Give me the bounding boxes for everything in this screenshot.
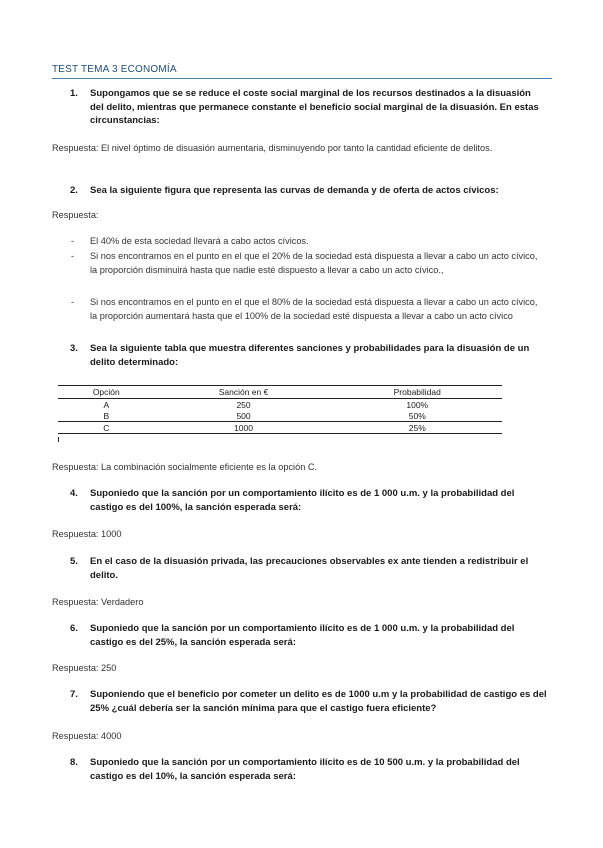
question-4 [52,487,547,514]
table-cell: B [103,410,110,421]
column-header: Probabilidad [333,386,503,399]
list-item-text: Si nos encontramos en el punto en el que el 20% de la sociedad está dispuesta a llevar a cabo un acto cívico, la proporción disminuirá hasta que nadie esté dispuesto a llevar a cabo un acto cívico., [90,251,538,275]
question-number: 3. [70,343,78,354]
question-number: 4. [70,488,78,499]
table-cell: 50% [408,410,426,421]
page-title: TEST TEMA 3 ECONOMÍA [52,64,552,79]
answer-3: Respuesta: La combinación socialmente eficiente es la opción C. [52,462,318,472]
list-item [52,250,547,277]
question-1 [52,87,547,128]
question-3 [52,342,547,369]
table-row [58,410,502,422]
column-header: Sanción en € [155,386,333,399]
question-5 [52,555,547,582]
question-number: 5. [70,556,78,567]
table-cell: 250 [236,399,251,410]
question-8 [52,756,547,783]
answer-2: Respuesta: [52,210,99,220]
list-item [52,296,547,323]
question-text: Suponiendo que el beneficio por cometer un delito es de 1000 u.m y la probabilidad de castigo es del 25% ¿cuál debería ser la sanción mínima para que el castigo fuera eficiente? [90,689,547,714]
table-cell: 25% [333,422,503,434]
list-item-text: Si nos encontramos en el punto en el que el 80% de la sociedad está dispuesta a llevar a cabo un acto cívico, la proporción aumentará hasta que el 100% de la sociedad esté dispuesta a llevar a cabo un acto cívico [90,297,538,321]
question-text: Suponiedo que la sanción por un comportamiento ilícito es de 1 000 u.m. y la probabilidad del castigo es del 100%, la sanción esperada será: [90,488,515,513]
table-row [58,399,502,411]
question-2 [52,184,547,198]
answer-1: Respuesta: El nivel óptimo de disuasión aumentaria, disminuyendo por tanto la cantidad eficiente de delitos. [52,143,493,153]
question-text: Supongamos que se se reduce el coste social marginal de los recursos destinados a la disuasión del delito, mientras que permanece constante el beneficio social marginal de la disuasión. En estas circunstancias: [90,88,539,126]
table-cell: 1000 [155,422,333,434]
question-7 [52,688,547,715]
question-number: 6. [70,623,78,634]
table-row [58,422,502,434]
sanctions-table [58,385,502,434]
answer-7: Respuesta: 4000 [52,731,122,741]
table-header-row [58,386,502,399]
table-cell: 500 [236,410,251,421]
table-cell: A [103,399,110,410]
question-number: 7. [70,689,78,700]
list-dash: - [71,236,75,246]
table-cell: 100% [406,399,429,410]
question-text: Sea la siguiente tabla que muestra diferentes sanciones y probabilidades para la disuasión de un delito determinado: [90,343,530,368]
answer-4: Respuesta: 1000 [52,529,122,539]
answer-6: Respuesta: 250 [52,663,117,673]
list-item [52,235,547,249]
answer-5: Respuesta: Verdadero [52,597,144,607]
question-number: 2. [70,185,78,196]
column-header: Opción [58,386,155,399]
question-number: 1. [70,88,78,99]
question-text: En el caso de la disuasión privada, las precauciones observables ex ante tienden a redistribuir el delito. [90,556,529,581]
question-text: Suponiedo que la sanción por un comportamiento ilícito es de 1 000 u.m. y la probabilidad del castigo es del 25%, la sanción esperada será: [90,623,515,648]
question-text: Sea la siguiente figura que representa las curvas de demanda y de oferta de actos cívicos: [90,185,499,196]
list-item-text: El 40% de esta sociedad llevará a cabo actos cívicos. [90,236,309,246]
table-cell: C [58,422,155,434]
question-number: 8. [70,757,78,768]
list-dash: - [71,251,75,261]
question-6 [52,622,547,649]
table-edge-mark [58,437,59,442]
question-text: Suponiedo que la sanción por un comportamiento ilícito es de 10 500 u.m. y la probabilidad del castigo es del 10%, la sanción esperada será: [90,757,520,782]
list-dash: - [71,297,75,307]
